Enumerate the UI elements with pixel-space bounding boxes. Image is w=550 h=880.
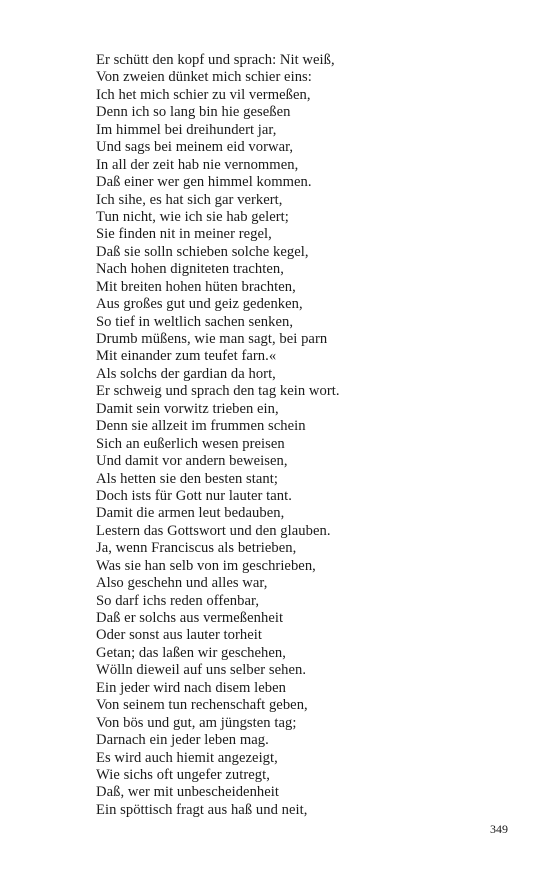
poem-line: Denn ich so lang bin hie geseßen xyxy=(96,104,291,121)
poem-line: Als solchs der gardian da hort, xyxy=(96,365,276,382)
poem-line: Damit die armen leut bedauben, xyxy=(96,505,285,522)
poem-line: Es wird auch hiemit angezeigt, xyxy=(96,749,278,766)
poem-line: Von bös und gut, am jüngsten tag; xyxy=(96,714,297,731)
poem-line: Ein jeder wird nach disem leben xyxy=(96,679,286,696)
poem-line: So darf ichs reden offenbar, xyxy=(96,592,260,609)
poem-line: Lestern das Gottswort und den glauben. xyxy=(96,522,331,539)
poem-line: Denn sie allzeit im frummen schein xyxy=(96,418,306,435)
poem-line: Daß sie solln schieben solche kegel, xyxy=(96,243,309,260)
poem-line: Drumb müßens, wie man sagt, bei parn xyxy=(96,331,328,347)
poem-line: Mit einander zum teufet farn.« xyxy=(96,348,277,365)
poem-line: Wölln dieweil auf uns selber sehen. xyxy=(96,662,307,679)
poem-line: Im himmel bei dreihundert jar, xyxy=(96,121,277,138)
poem-line: Damit sein vorwitz trieben ein, xyxy=(96,400,279,417)
poem-line: Als hetten sie den besten stant; xyxy=(96,470,278,487)
poem-line: Ja, wenn Franciscus als betrieben, xyxy=(96,540,297,557)
poem-line: Ich het mich schier zu vil vermeßen, xyxy=(96,86,311,103)
poem-line: Sich an eußerlich wesen preisen xyxy=(96,435,285,452)
poem-line: Daß, wer mit unbescheidenheit xyxy=(96,784,280,801)
poem-text xyxy=(96,52,340,819)
poem-line: In all der zeit hab nie vernommen, xyxy=(96,156,299,173)
poem-line: Er schütt den kopf und sprach: Nit weiß, xyxy=(96,52,335,68)
poem-line: Mit breiten hohen hüten brachten, xyxy=(96,278,296,295)
poem-line: Und damit vor andern beweisen, xyxy=(96,453,288,470)
poem-line: Er schweig und sprach den tag kein wort. xyxy=(96,383,340,400)
poem-line: Von seinem tun rechenschaft geben, xyxy=(96,697,308,714)
poem-line: Und sags bei meinem eid vorwar, xyxy=(96,139,294,156)
poem-line: Darnach ein jeder leben mag. xyxy=(96,732,269,749)
poem-line: Getan; das laßen wir geschehen, xyxy=(96,644,286,661)
poem-line: So tief in weltlich sachen senken, xyxy=(96,313,294,330)
poem-line: Ein spöttisch fragt aus haß und neit, xyxy=(96,801,308,818)
poem-line: Wie sichs oft ungefer zutregt, xyxy=(96,766,270,783)
poem-line: Nach hohen digniteten trachten, xyxy=(96,261,284,278)
poem-line: Von zweien dünket mich schier eins: xyxy=(96,69,312,86)
poem-line: Sie finden nit in meiner regel, xyxy=(96,226,272,243)
poem-line: Doch ists für Gott nur lauter tant. xyxy=(96,487,292,504)
poem-line: Aus großes gut und geiz gedenken, xyxy=(96,296,303,313)
poem-line: Daß einer wer gen himmel kommen. xyxy=(96,174,312,191)
poem-line: Ich sihe, es hat sich gar verkert, xyxy=(96,191,283,208)
poem-line: Oder sonst aus lauter torheit xyxy=(96,627,262,644)
poem-line: Was sie han selb von im geschrieben, xyxy=(96,557,316,574)
poem-line: Daß er solchs aus vermeßenheit xyxy=(96,610,284,626)
poem-line: Tun nicht, wie ich sie hab gelert; xyxy=(96,208,289,225)
page-number: 349 xyxy=(490,822,508,836)
poem-line: Also geschehn und alles war, xyxy=(96,575,268,592)
